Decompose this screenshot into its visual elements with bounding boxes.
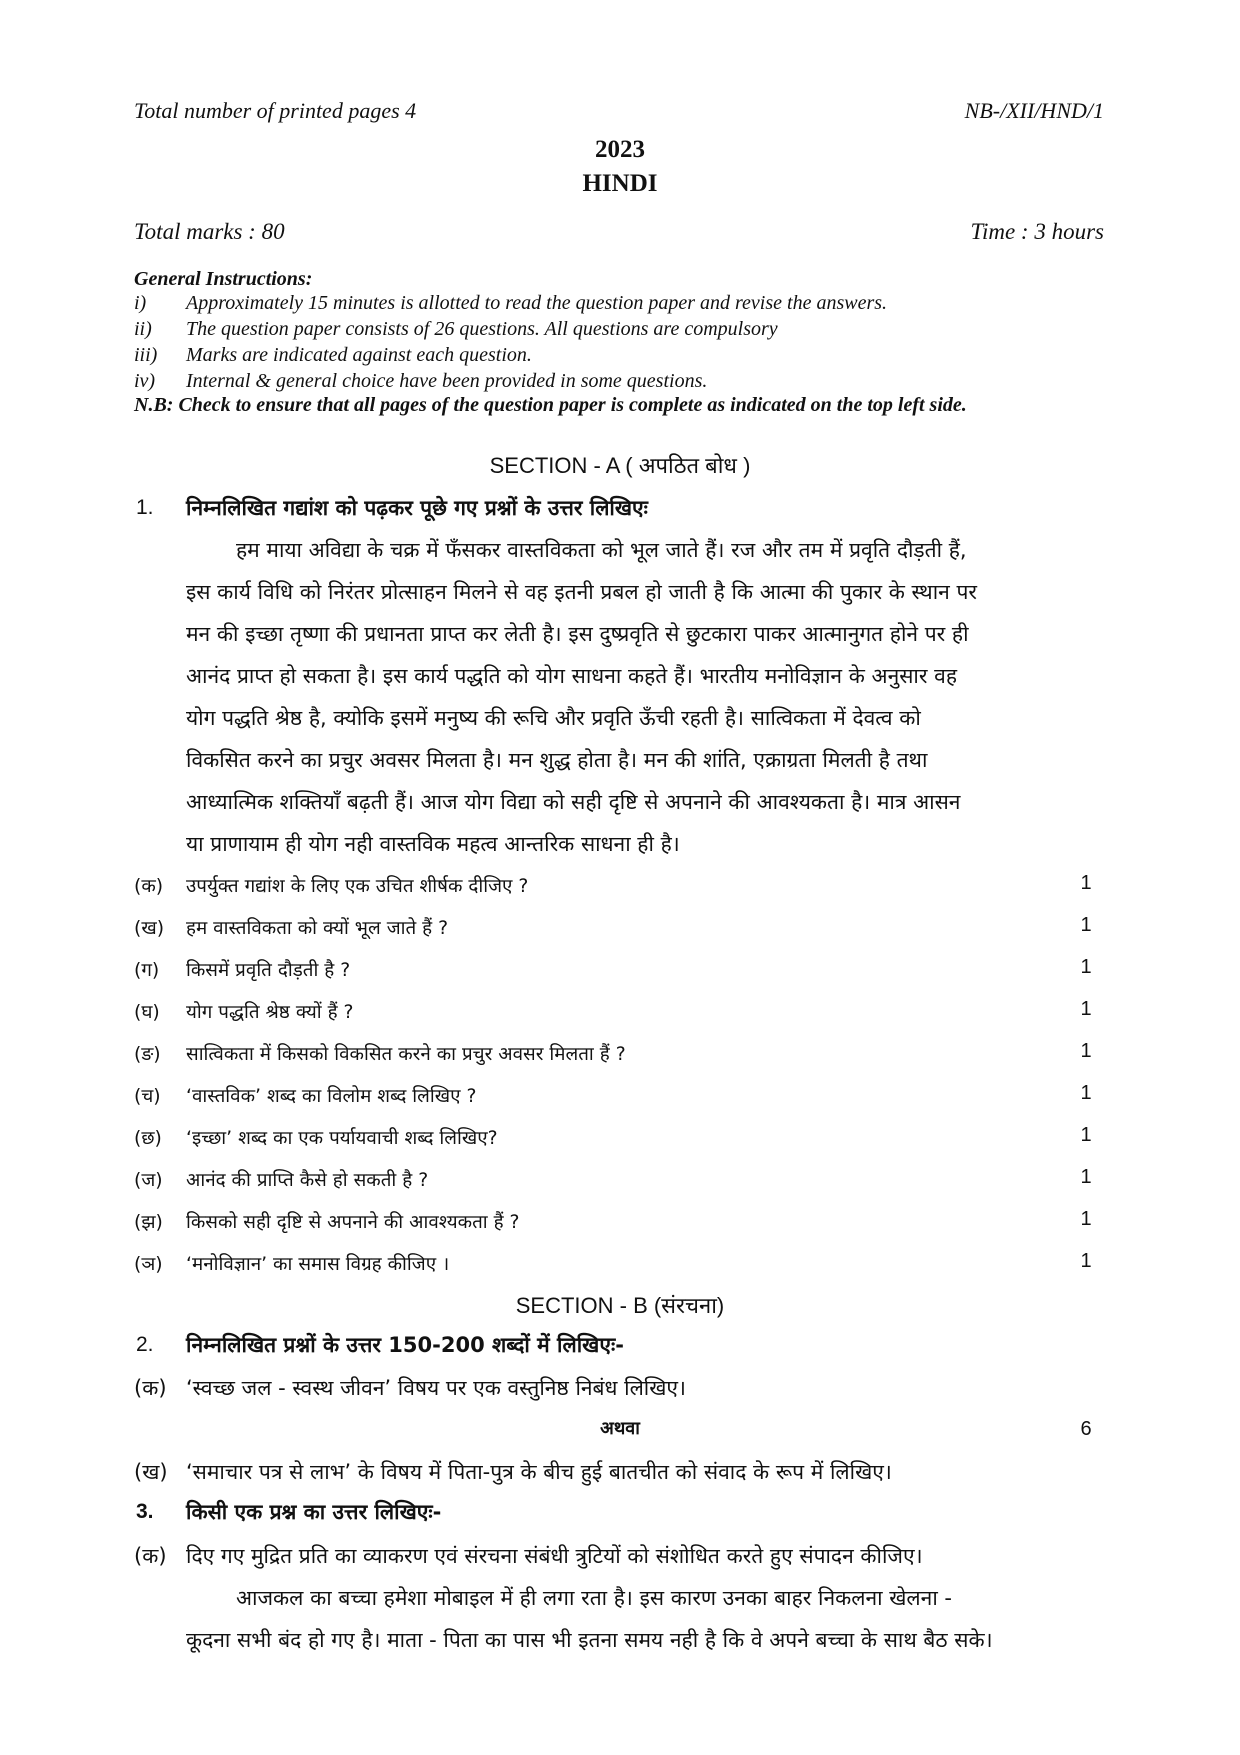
question-number: 2. [136, 1333, 154, 1356]
instruction-number: iv) [134, 370, 156, 392]
option-text: दिए गए मुद्रित प्रति का व्याकरण एवं संरचना संबंधी त्रुटियों को संशोधित करते हुए संपादन कीजिए। [186, 1544, 923, 1568]
section-a-title: SECTION - A ( अपठित बोध ) [489, 453, 751, 478]
sub-question-label: (ख) [134, 918, 165, 939]
sub-question [0, 1208, 1240, 1238]
marks-value: 1 [1080, 1040, 1092, 1062]
time-allowed: Time : 3 hours [970, 219, 1104, 244]
marks-value: 6 [1080, 1418, 1092, 1440]
instruction-text: Internal & general choice have been provided in some questions. [186, 370, 708, 392]
instruction-text: Approximately 15 minutes is allotted to read the question paper and revise the answers. [186, 292, 888, 314]
sub-question [0, 872, 1240, 902]
printed-pages-note: Total number of printed pages 4 [134, 98, 417, 123]
passage-line: आनंद प्राप्त हो सकता है। इस कार्य पद्धति को योग साधना कहते हैं। भारतीय मनोविज्ञान के अनुसार वह [186, 664, 957, 688]
sub-question [0, 956, 1240, 986]
sub-question [0, 914, 1240, 944]
sub-question-text: सात्विकता में किसको विकसित करने का प्रचुर अवसर मिलता हैं ? [186, 1044, 626, 1065]
sub-question-text: आनंद की प्राप्ति कैसे हो सकती है ? [186, 1170, 429, 1191]
exam-year: 2023 [595, 136, 645, 163]
sub-question [0, 998, 1240, 1028]
option-label: (ख) [134, 1460, 168, 1484]
passage-line: हम माया अविद्या के चक्र में फँसकर वास्तविकता को भूल जाते हैं। रज और तम में प्रवृति दौड़ती हैं, [236, 538, 967, 562]
or-separator: अथवा [600, 1418, 640, 1439]
instruction-text: The question paper consists of 26 questions. All questions are compulsory [186, 318, 778, 340]
instruction-number: ii) [134, 318, 152, 340]
sub-question-text: किसको सही दृष्टि से अपनाने की आवश्यकता हैं ? [186, 1212, 520, 1233]
sub-question-label: (घ) [134, 1002, 160, 1023]
total-marks: Total marks : 80 [134, 219, 285, 244]
marks-value: 1 [1080, 1124, 1092, 1146]
passage-line: विकसित करने का प्रचुर अवसर मिलता है। मन शुद्ध होता है। मन की शांति, एक्राग्रता मिलती है तथा [186, 748, 928, 772]
sub-question-label: (छ) [134, 1128, 162, 1149]
instruction-text: Marks are indicated against each question. [186, 344, 532, 366]
instruction-number: i) [134, 292, 147, 314]
passage-line: इस कार्य विधि को निरंतर प्रोत्साहन मिलने से वह इतनी प्रबल हो जाती है कि आत्मा की पुकार के स्थान पर [186, 580, 977, 604]
nb-note: N.B: Check to ensure that all pages of the question paper is complete as indicated on the top left side. [134, 394, 967, 416]
instruction-item [0, 344, 1240, 368]
instruction-item [0, 318, 1240, 342]
sub-question [0, 1082, 1240, 1112]
sub-question-label: (झ) [134, 1212, 163, 1233]
sub-question-label: (ञ) [134, 1254, 163, 1275]
marks-value: 1 [1080, 1250, 1092, 1272]
option-text: ‘समाचार पत्र से लाभ’ के विषय में पिता-पुत्र के बीच हुई बातचीत को संवाद के रूप में लिखिए। [186, 1460, 892, 1484]
passage-line: कूदना सभी बंद हो गए है। माता - पिता का पास भी इतना समय नही है कि वे अपने बच्चा के साथ बैठ सके। [186, 1628, 993, 1652]
passage-line: आध्यात्मिक शक्तियाँ बढ़ती हैं। आज योग विद्या को सही दृष्टि से अपनाने की आवश्यकता है। मात्र आसन [186, 790, 961, 814]
instructions-title: General Instructions: [134, 268, 313, 290]
passage-line: योग पद्धति श्रेष्ठ है, क्योकि इसमें मनुष्य की रूचि और प्रवृति ऊँची रहती है। सात्विकता में देवत्व को [186, 706, 921, 730]
paper-code: NB-/XII/HND/1 [964, 98, 1104, 123]
passage-line: या प्राणायाम ही योग नही वास्तविक महत्व आन्तरिक साधना ही है। [186, 832, 680, 856]
question-2-text: निम्नलिखित प्रश्नों के उत्तर 150-200 शब्दों में लिखिएः- [186, 1333, 624, 1357]
question-1-text: निम्नलिखित गद्यांश को पढ़कर पूछे गए प्रश्नों के उत्तर लिखिएः [186, 496, 648, 520]
sub-question [0, 1250, 1240, 1280]
marks-value: 1 [1080, 872, 1092, 894]
question-number: 3. [136, 1500, 154, 1523]
sub-question-text: ‘मनोविज्ञान’ का समास विग्रह कीजिए । [186, 1254, 450, 1275]
sub-question-text: उपर्युक्त गद्यांश के लिए एक उचित शीर्षक दीजिए ? [186, 876, 529, 897]
sub-question-text: योग पद्धति श्रेष्ठ क्यों हैं ? [186, 1002, 354, 1023]
sub-question-text: ‘वास्तविक’ शब्द का विलोम शब्द लिखिए ? [186, 1086, 477, 1107]
sub-question-label: (ङ) [134, 1044, 161, 1065]
sub-question-label: (च) [134, 1086, 161, 1107]
marks-value: 1 [1080, 914, 1092, 936]
sub-question-label: (ज) [134, 1170, 163, 1191]
instruction-item [0, 370, 1240, 394]
marks-value: 1 [1080, 1166, 1092, 1188]
section-b-title: SECTION - B (संरचना) [515, 1293, 725, 1318]
sub-question-label: (ग) [134, 960, 160, 981]
sub-question [0, 1166, 1240, 1196]
marks-value: 1 [1080, 1208, 1092, 1230]
passage-line: आजकल का बच्चा हमेशा मोबाइल में ही लगा रता है। इस कारण उनका बाहर निकलना खेलना - [236, 1586, 953, 1610]
marks-value: 1 [1080, 1082, 1092, 1104]
question-3-text: किसी एक प्रश्न का उत्तर लिखिएः- [186, 1500, 442, 1524]
marks-value: 1 [1080, 998, 1092, 1020]
question-number: 1. [136, 496, 154, 519]
option-label: (क) [134, 1544, 167, 1568]
sub-question-label: (क) [134, 876, 164, 897]
instruction-number: iii) [134, 344, 158, 366]
sub-question-text: किसमें प्रवृति दौड़ती है ? [186, 960, 351, 981]
sub-question [0, 1124, 1240, 1154]
sub-question-text: ‘इच्छा’ शब्द का एक पर्यायवाची शब्द लिखिए? [186, 1128, 498, 1149]
option-text: ‘स्वच्छ जल - स्वस्थ जीवन’ विषय पर एक वस्तुनिष्ठ निबंध लिखिए। [186, 1376, 686, 1400]
exam-subject: HINDI [582, 170, 658, 197]
marks-value: 1 [1080, 956, 1092, 978]
passage-line: मन की इच्छा तृष्णा की प्रधानता प्राप्त कर लेती है। इस दुष्प्रवृति से छुटकारा पाकर आत्मानुगत होने पर ही [186, 622, 969, 646]
sub-question [0, 1040, 1240, 1070]
option-label: (क) [134, 1376, 167, 1400]
instruction-item [0, 292, 1240, 316]
sub-question-text: हम वास्तविकता को क्यों भूल जाते हैं ? [186, 918, 449, 939]
